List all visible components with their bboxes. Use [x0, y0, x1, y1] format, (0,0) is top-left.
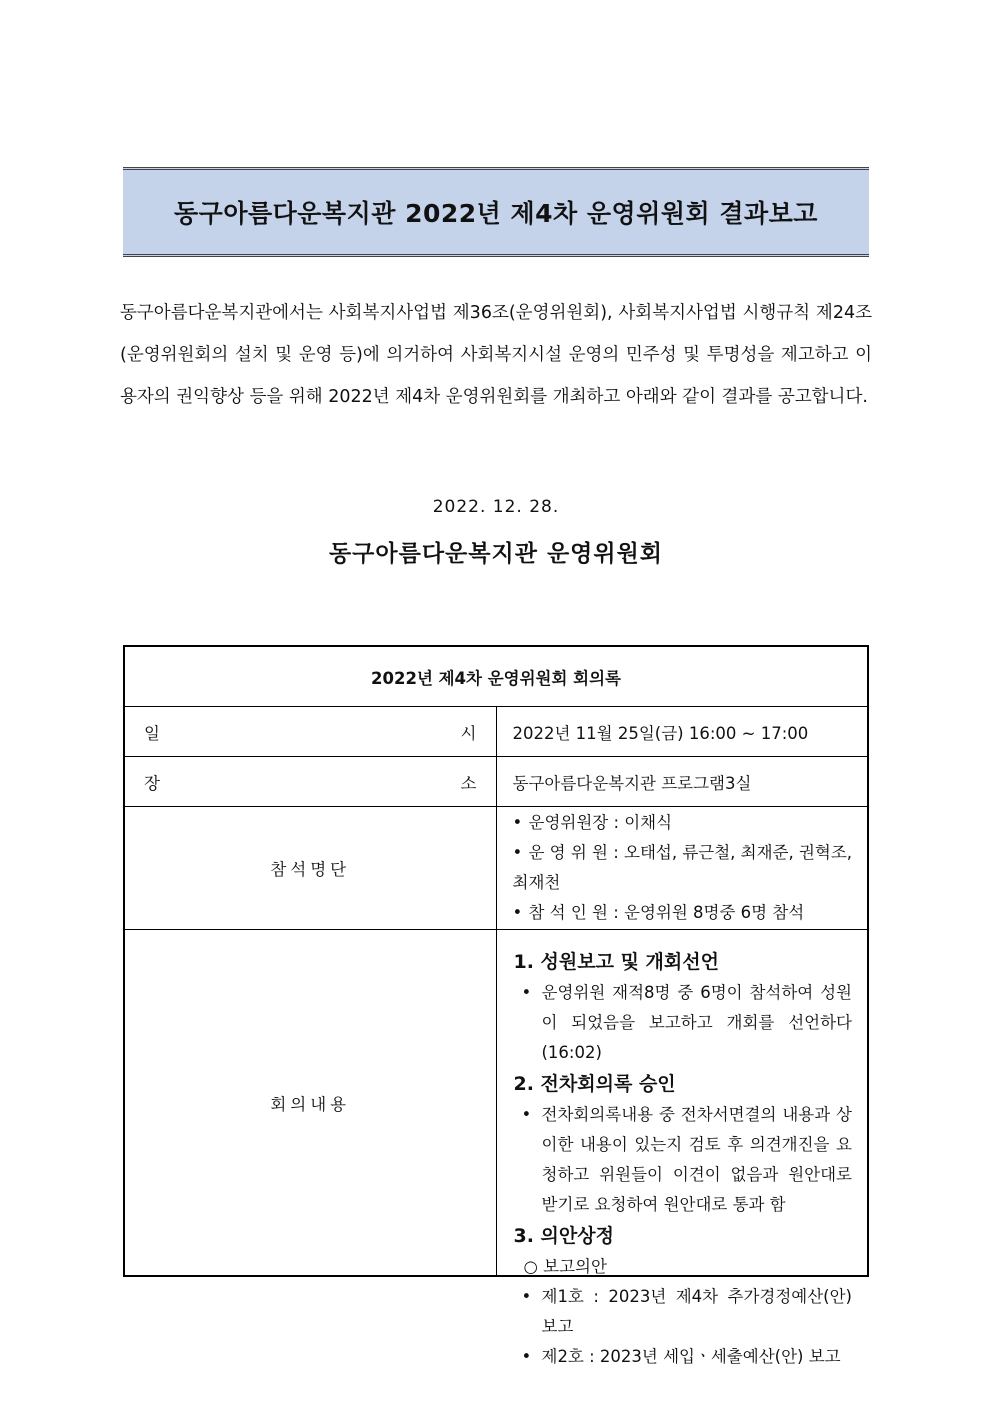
place-label	[124, 757, 496, 807]
bullet-icon: •	[521, 1347, 532, 1366]
section-3-title: 3. 의안상정	[513, 1225, 614, 1247]
row-content	[124, 930, 868, 1277]
section-3-subheading: ○ 보고의안	[523, 1257, 607, 1276]
row-datetime	[124, 707, 868, 757]
attendees-label: 참석명단	[124, 807, 496, 930]
row-attendees	[124, 807, 868, 930]
section-3-item	[514, 1282, 853, 1342]
datetime-label-b: 시	[460, 723, 477, 743]
attendee-line	[513, 808, 867, 838]
attendee-text: 참 석 인 원 : 운영위원 8명중 6명 참석	[528, 903, 805, 922]
attendees-list	[496, 807, 868, 930]
section-3-text: 제1호 : 2023년 제4차 추가경정예산(안) 보고	[541, 1287, 852, 1336]
bullet-icon: •	[521, 1287, 532, 1306]
datetime-label-a: 일	[144, 723, 160, 743]
document-title: 동구아름다운복지관 2022년 제4차 운영위원회 결과보고	[174, 199, 818, 228]
bullet-icon: •	[512, 813, 523, 832]
minutes-heading: 2022년 제4차 운영위원회 회의록	[124, 646, 868, 707]
intro-paragraph: 동구아름다운복지관에서는 사회복지사업법 제36조(운영위원회), 사회복지사업법 시행규칙 제24조(운영위원회의 설치 및 운영 등)에 의거하여 사회복지시설 운영의 민주성 및 투명성을 제고하고 이용자의 권익향상 등을 위해 2022년 제4차 운영위원회를 개최하고 아래와 같이 결과를 공고합니다.	[120, 303, 872, 407]
attendee-text: 운영위원장 : 이채식	[528, 813, 673, 832]
bullet-icon: •	[521, 1105, 532, 1124]
datetime-value: 2022년 11월 25일(금) 16:00 ~ 17:00	[496, 707, 868, 757]
section-1-title: 1. 성원보고 및 개회선언	[513, 951, 719, 973]
content-label: 회의내용	[124, 930, 496, 1277]
place-label-a: 장	[144, 773, 160, 793]
section-2-text: 전차회의록내용 중 전차서면결의 내용과 상이한 내용이 있는지 검토 후 의견개진을 요청하고 위원들이 이견이 없음과 원안대로 받기로 요청하여 원안대로 통과 함	[541, 1105, 852, 1214]
section-2-title: 2. 전차회의록 승인	[513, 1073, 676, 1095]
attendee-text: 운 영 위 원 : 오태섭, 류근철, 최재준, 권혁조, 최재천	[512, 843, 853, 892]
place-label-b: 소	[460, 773, 477, 793]
section-1-text: 운영위원 재적8명 중 6명이 참석하여 성원이 되었음을 보고하고 개회를 선언하다(16:02)	[541, 983, 852, 1062]
announcement-date: 2022. 12. 28.	[432, 497, 560, 517]
minutes-table	[123, 645, 869, 1366]
section-3-item	[514, 1342, 853, 1372]
attendee-line	[513, 898, 867, 928]
section-3-text: 제2호 : 2023년 세입ㆍ세출예산(안) 보고	[541, 1347, 841, 1366]
bullet-icon: •	[512, 903, 523, 922]
bullet-icon: •	[512, 843, 523, 862]
section-1-item	[514, 978, 853, 1068]
datetime-label	[124, 707, 496, 757]
bullet-icon: •	[521, 983, 532, 1002]
organization-name: 동구아름다운복지관 운영위원회	[328, 541, 664, 567]
row-place	[124, 757, 868, 807]
content-cell	[496, 930, 868, 1366]
title-banner	[123, 167, 869, 257]
section-2-item	[514, 1100, 853, 1220]
attendee-line	[513, 838, 867, 898]
place-value: 동구아름다운복지관 프로그램3실	[496, 757, 868, 807]
